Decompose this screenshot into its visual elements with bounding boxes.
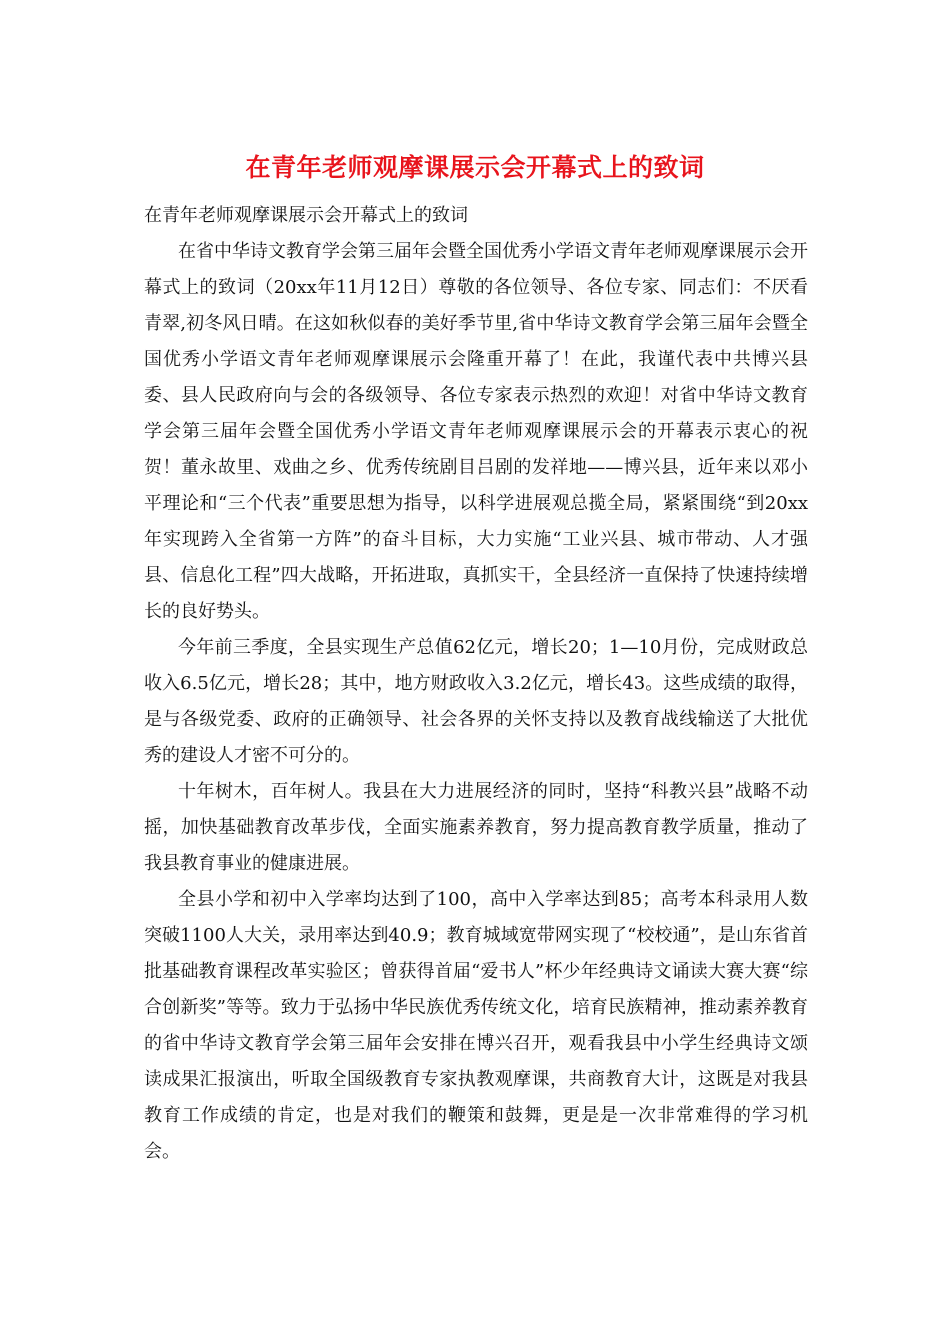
paragraph-4: 全县小学和初中入学率均达到了100，高中入学率达到85；高考本科录用人数突破1100人大关，录用率达到40.9；教育城域宽带网实现了“校校通”，是山东省首批基础教育课程改革实验区；曾获得首届“爱书人”杯少年经典诗文诵读大赛大赛“综合创新奖”等等。致力于弘扬中华民族优秀传统文化，培育民族精神，推动素养教育的省中华诗文教育学会第三届年会安排在博兴召开，观看我县中小学生经典诗文颂读成果汇报演出，听取全国级教育专家执教观摩课，共商教育大计，这既是对我县教育工作成绩的肯定，也是对我们的鞭策和鼓舞，更是是一次非常难得的学习机会。 (144, 889, 808, 1162)
document-subtitle: 在青年老师观摩课展示会开幕式上的致词 (144, 205, 468, 226)
document-title: 在青年老师观摩课展示会开幕式上的致词 (245, 153, 705, 182)
paragraph-1: 在省中华诗文教育学会第三届年会暨全国优秀小学语文青年老师观摩课展示会开幕式上的致词（20xx年11月12日）尊敬的各位领导、各位专家、同志们：不厌看青翠,初冬风日晴。在这如秋似春的美好季节里,省中华诗文教育学会第三届年会暨全国优秀小学语文青年老师观摩课展示会隆重开幕了！在此，我谨代表中共博兴县委、县人民政府向与会的各级领导、各位专家表示热烈的欢迎！对省中华诗文教育学会第三届年会暨全国优秀小学语文青年老师观摩课展示会的开幕表示衷心的祝贺！董永故里、戏曲之乡、优秀传统剧目吕剧的发祥地——博兴县，近年来以邓小平理论和“三个代表”重要思想为指导，以科学进展观总揽全局，紧紧围绕“到20xx年实现跨入全省第一方阵”的奋斗目标，大力实施“工业兴县、城市带动、人才强县、信息化工程”四大战略，开拓进取，真抓实干，全县经济一直保持了快速持续增长的良好势头。 (144, 241, 808, 622)
document-body (144, 198, 808, 1170)
paragraph-2: 今年前三季度，全县实现生产总值62亿元，增长20；1—10月份，完成财政总收入6.5亿元，增长28；其中，地方财政收入3.2亿元，增长43。这些成绩的取得，是与各级党委、政府的正确领导、社会各界的关怀支持以及教育战线输送了大批优秀的建设人才密不可分的。 (144, 637, 808, 766)
paragraph-3: 十年树木，百年树人。我县在大力进展经济的同时，坚持“科教兴县”战略不动摇，加快基础教育改革步伐，全面实施素养教育，努力提高教育教学质量，推动了我县教育事业的健康进展。 (144, 781, 808, 874)
